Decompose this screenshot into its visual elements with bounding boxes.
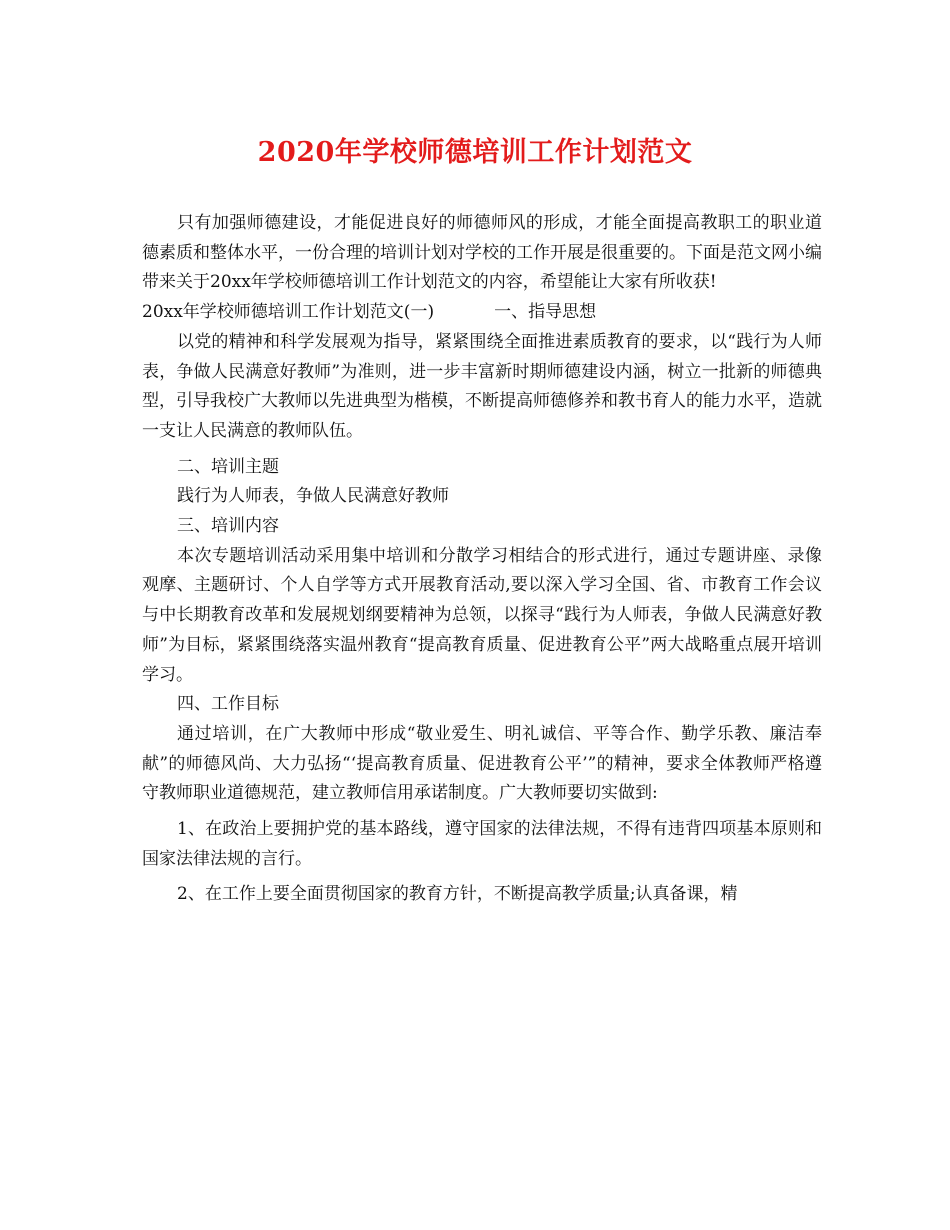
section1-heading: 一、指导思想 <box>494 302 597 323</box>
document-title: 2020年学校师德培训工作计划范文 <box>257 137 693 168</box>
section3-heading: 三、培训内容 <box>177 516 279 537</box>
section2-heading: 二、培训主题 <box>177 456 279 477</box>
subtitle: 20xx年学校师德培训工作计划范文(一) <box>142 302 435 323</box>
intro-paragraph: 只有加强师德建设，才能促进良好的师德师风的形成，才能全面提高教职工的职业道德素质和整体水平，一份合理的培训计划对学校的工作开展是很重要的。下面是范文网小编带来关于20xx年学校师德培训工作计划范文的内容，希望能让大家有所收获! <box>142 213 822 293</box>
document-body <box>142 209 822 910</box>
item-1: 1、在政治上要拥护党的基本路线，遵守国家的法律法规，不得有违背四项基本原则和国家法律法规的言行。 <box>142 819 822 869</box>
section3-body: 本次专题培训活动采用集中培训和分散学习相结合的形式进行，通过专题讲座、录像观摩、主题研讨、个人自学等方式开展教育活动,要以深入学习全国、省、市教育工作会议与中长期教育改革和发展规划纲要精神为总领，以探寻“践行为人师表，争做人民满意好教师”为目标，紧紧围绕落实温州教育“提高教育质量、促进教育公平”两大战略重点展开培训学习。 <box>142 545 822 685</box>
item-2: 2、在工作上要全面贯彻国家的教育方针，不断提高教学质量;认真备课，精 <box>177 884 738 905</box>
section4-heading: 四、工作目标 <box>177 694 279 715</box>
subtitle-line <box>142 298 822 328</box>
section4-body: 通过培训，在广大教师中形成“敬业爱生、明礼诚信、平等合作、勤学乐教、廉洁奉献”的师德风尚、大力弘扬“‘提高教育质量、促进教育公平’”的精神，要求全体教师严格遵守教师职业道德规范，建立教师信用承诺制度。广大教师要切实做到: <box>142 723 822 804</box>
section1-body: 以党的精神和科学发展观为指导，紧紧围绕全面推进素质教育的要求，以“践行为人师表，争做人民满意好教师”为准则，进一步丰富新时期师德建设内涵，树立一批新的师德典型，引导我校广大教师以先进典型为楷模，不断提高师德修养和教书育人的能力水平，造就一支让人民满意的教师队伍。 <box>142 331 822 441</box>
section2-body: 践行为人师表，争做人民满意好教师 <box>177 486 449 507</box>
